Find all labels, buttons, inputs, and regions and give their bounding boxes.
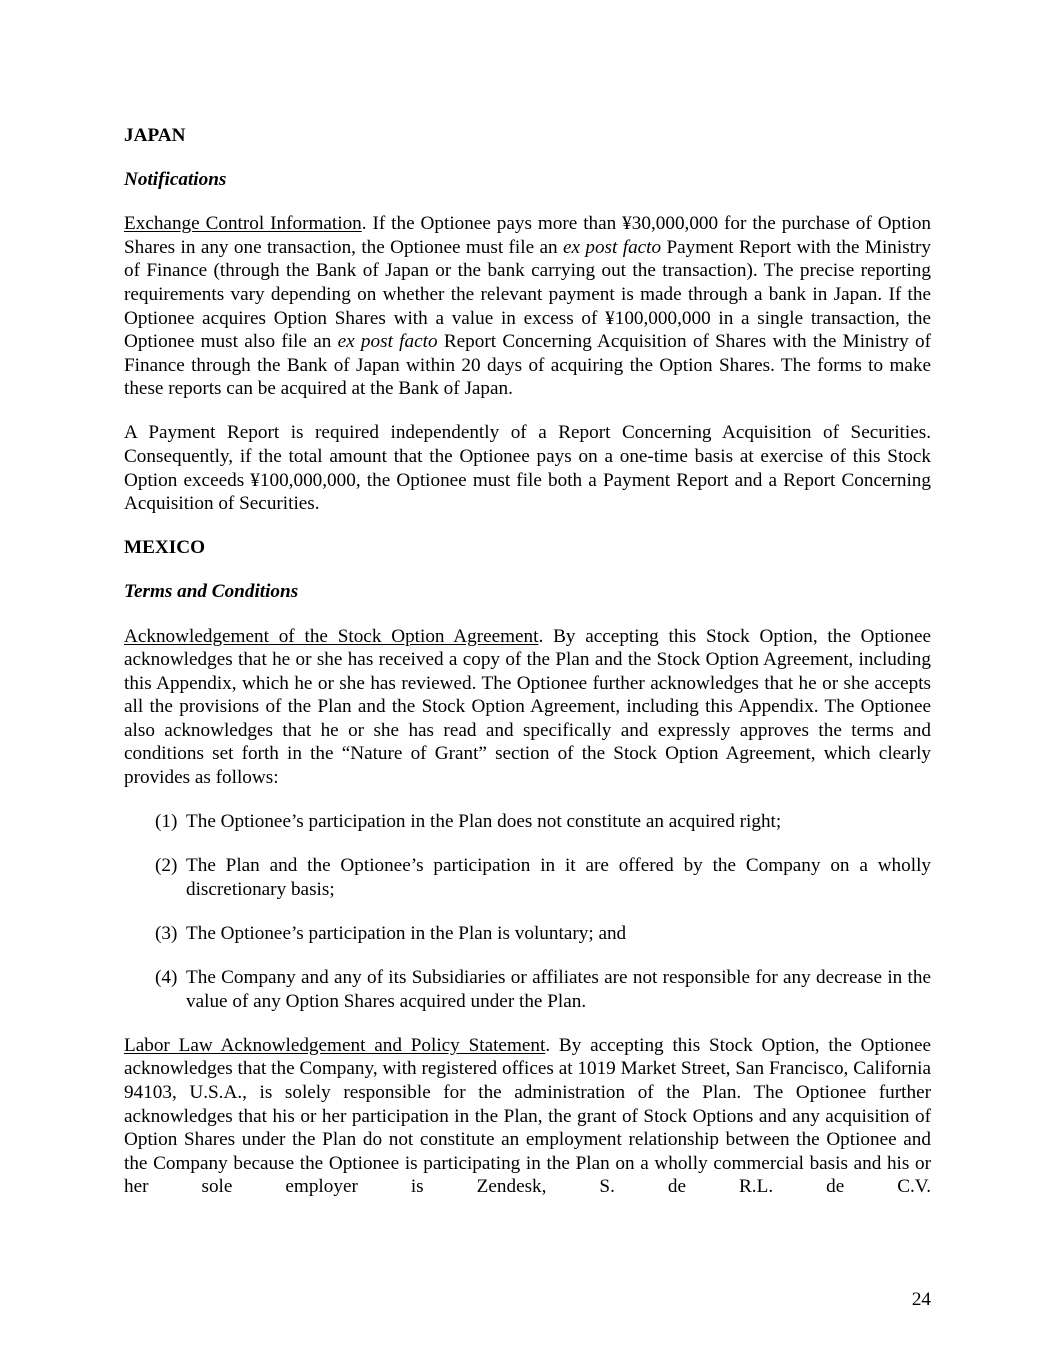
list-item [124, 810, 931, 834]
labor-law-title: Labor Law Acknowledgement and Policy Statement [124, 1034, 546, 1056]
list-item-text: The Company and any of its Subsidiaries or affiliates are not responsible for any decrease in the value of any Option Shares acquired under the Plan. [186, 967, 931, 1012]
paragraph-exchange-control [124, 212, 931, 401]
acknowledgement-title: Acknowledgement of the Stock Option Agreement [124, 625, 539, 647]
document-page [124, 124, 931, 1219]
exchange-text-b: Payment Report with the Ministry of Finance (through the Bank of Japan or the bank carrying out the transaction). The precise reporting requirements vary depending on whether the relevant payment is made through a bank in Japan. If the Optionee acquires Option Shares with a value in excess of ¥100,000,000 in a single transaction, the Optionee must also file an [124, 236, 931, 353]
subheading-notifications: Notifications [124, 169, 227, 191]
labor-law-text: . By accepting this Stock Option, the Optionee acknowledges that the Company, with registered offices at 1019 Market Street, San Francisco, California 94103, U.S.A., is solely responsible for the administration of the Plan. The Optionee further acknowledges that his or her participation in the Plan, the grant of Stock Options and any acquisition of Option Shares under the Plan do not constitute an employment relationship between the Optionee and the Company because the Optionee is participating in the Plan on a wholly commercial basis and his or her sole employer is Zendesk, S. de R.L. de C.V. [124, 1034, 931, 1198]
list-item-number: (2) [155, 855, 178, 877]
exchange-em-2: ex post facto [337, 331, 438, 353]
paragraph-acknowledgement [124, 625, 931, 790]
list-item-text: The Optionee’s participation in the Plan does not constitute an acquired right; [186, 811, 782, 833]
list-item-text: The Plan and the Optionee’s participation in it are offered by the Company on a wholly discretionary basis; [186, 855, 931, 900]
paragraph-payment-report: A Payment Report is required independently of a Report Concerning Acquisition of Securities. Consequently, if the total amount that the Optionee pays on a one-time basis at exercise of this Stock Option exceeds ¥100,000,000, the Optionee must file both a Payment Report and a Report Concerning Acquisition of Securities. [124, 422, 931, 515]
section-heading-japan: JAPAN [124, 125, 186, 146]
list-item [124, 966, 931, 1013]
exchange-text-a: . If the Optionee pays more than ¥30,000,000 for the purchase of Option Shares in any one transaction, the Optionee must file an [124, 213, 932, 258]
list-item-number: (3) [155, 922, 178, 944]
list-item [124, 854, 931, 901]
list-item-text: The Optionee’s participation in the Plan is voluntary; and [186, 922, 627, 944]
list-item-number: (4) [155, 967, 178, 989]
acknowledgement-text: . By accepting this Stock Option, the Optionee acknowledges that he or she has received a copy of the Plan and the Stock Option Agreement, including this Appendix, which he or she has reviewed. The Optionee further acknowledges that he or she accepts all the provisions of the Plan and the Stock Option Agreement, including this Appendix. The Optionee also acknowledges that he or she has read and specifically and expressly approves the terms and conditions set forth in the “Nature of Grant” section of the Stock Option Agreement, which clearly provides as follows: [124, 625, 931, 789]
page-number: 24 [911, 1289, 931, 1310]
list-item-number: (1) [155, 811, 178, 833]
paragraph-labor-law [124, 1034, 931, 1199]
section-heading-mexico: MEXICO [124, 537, 206, 559]
exchange-em-1: ex post facto [562, 236, 662, 258]
list-item [124, 922, 931, 946]
exchange-text-c: Report Concerning Acquisition of Shares with the Ministry of Finance through the Bank of Japan within 20 days of acquiring the Option Shares. The forms to make these reports can be acquired at the Bank of Japan. [124, 331, 931, 400]
exchange-control-title: Exchange Control Information [124, 213, 362, 235]
subheading-terms-and-conditions: Terms and Conditions [124, 581, 299, 603]
